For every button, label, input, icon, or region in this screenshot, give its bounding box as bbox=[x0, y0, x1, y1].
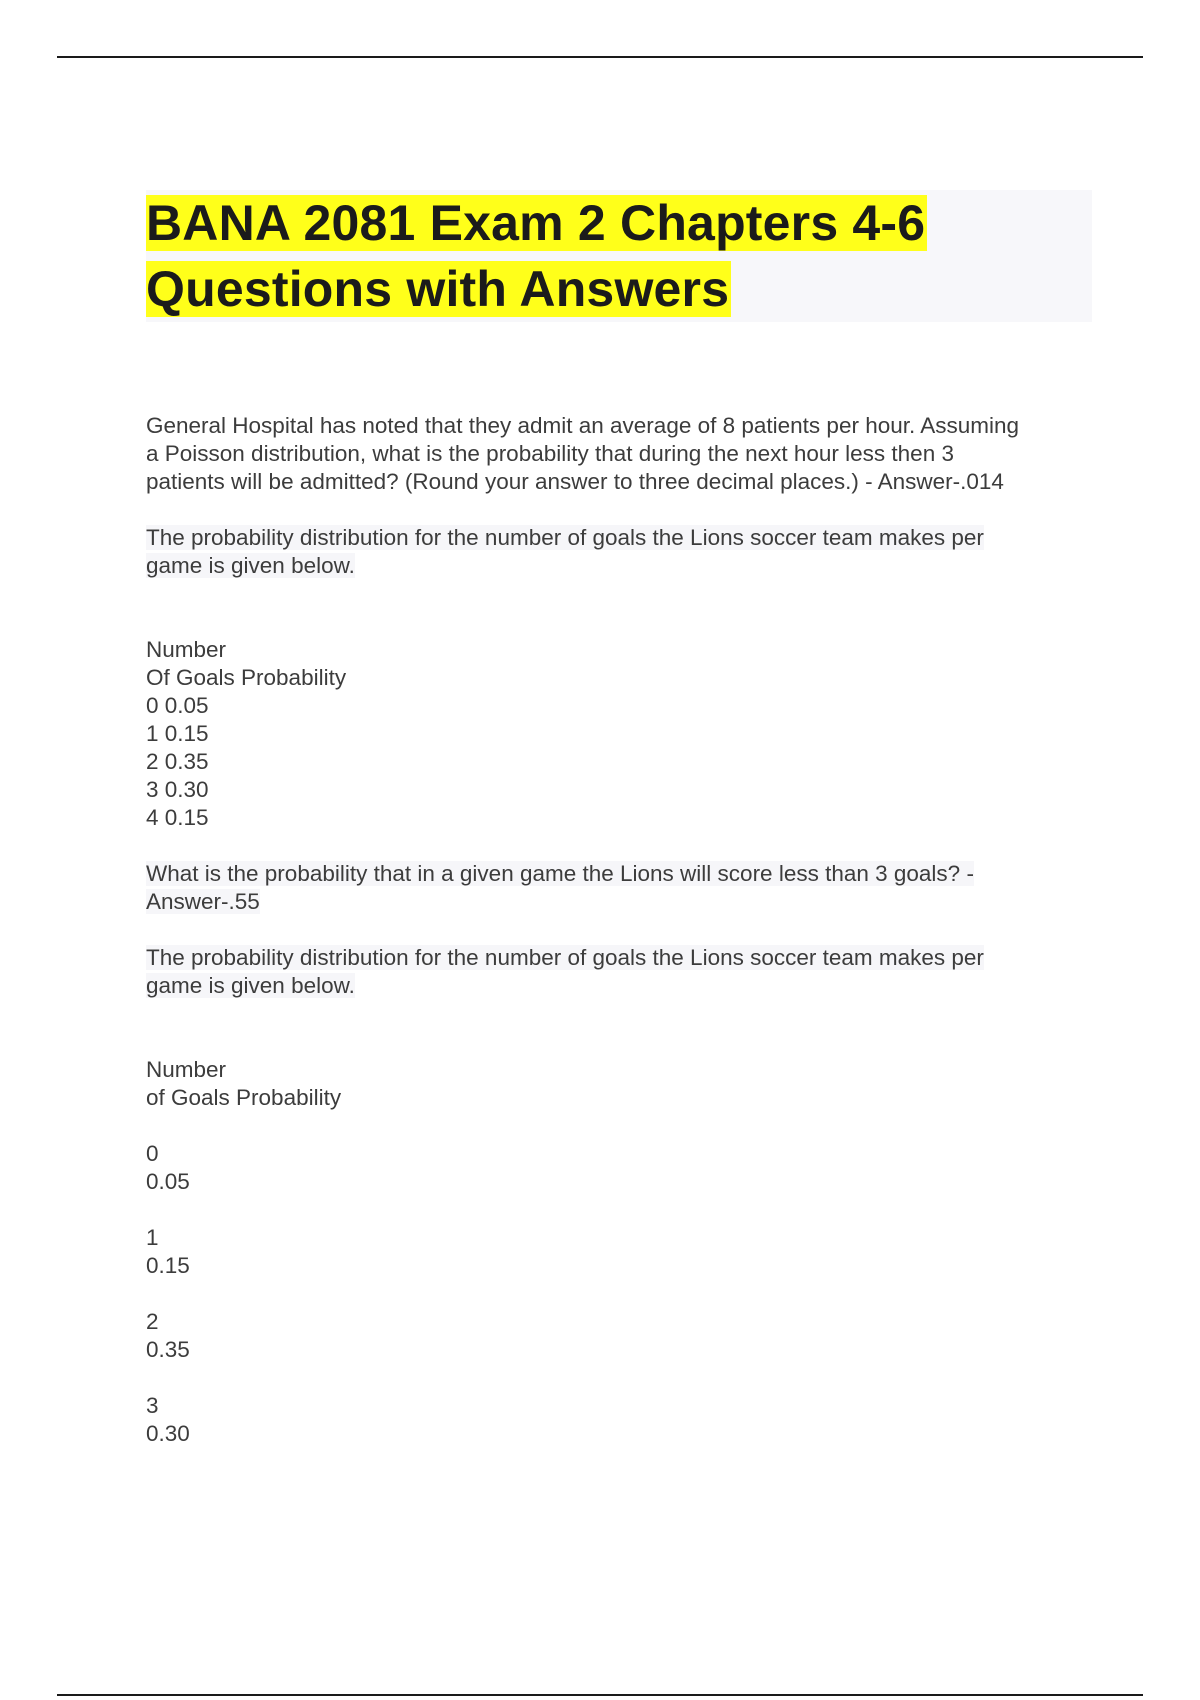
table-pair bbox=[146, 1140, 1092, 1196]
text-line: a Poisson distribution, what is the probability that during the next hour less then 3 bbox=[146, 441, 954, 466]
probability-value: 0.15 bbox=[146, 1253, 190, 1278]
top-rule bbox=[57, 56, 1143, 58]
text-line: The probability distribution for the number of goals the Lions soccer team makes per bbox=[146, 945, 984, 970]
table-row: 1 0.15 bbox=[146, 721, 209, 746]
text-line: game is given below. bbox=[146, 553, 355, 578]
table-row: 4 0.15 bbox=[146, 805, 209, 830]
text-line: The probability distribution for the number of goals the Lions soccer team makes per bbox=[146, 525, 984, 550]
question-3-table-header bbox=[146, 1056, 1092, 1112]
table-header: of Goals Probability bbox=[146, 1085, 342, 1110]
probability-value: 0.05 bbox=[146, 1169, 190, 1194]
question-2-question bbox=[146, 860, 1092, 916]
table-row: 2 0.35 bbox=[146, 749, 209, 774]
title-block bbox=[146, 190, 1092, 322]
question-3 bbox=[146, 944, 1092, 1448]
goals-value: 3 bbox=[146, 1393, 159, 1418]
goals-value: 1 bbox=[146, 1225, 159, 1250]
question-1-text bbox=[146, 412, 1092, 496]
table-pair bbox=[146, 1308, 1092, 1364]
text-line: Answer-.55 bbox=[146, 889, 260, 914]
text-line: What is the probability that in a given game the Lions will score less than 3 goals? - bbox=[146, 861, 974, 886]
question-2-table bbox=[146, 636, 1092, 832]
table-row: 3 0.30 bbox=[146, 777, 209, 802]
text-line: General Hospital has noted that they admit an average of 8 patients per hour. Assuming bbox=[146, 413, 1020, 438]
bottom-rule bbox=[57, 1694, 1143, 1696]
question-2 bbox=[146, 524, 1092, 916]
probability-value: 0.30 bbox=[146, 1421, 190, 1446]
probability-value: 0.35 bbox=[146, 1337, 190, 1362]
table-header: Of Goals Probability bbox=[146, 665, 347, 690]
document-title bbox=[146, 190, 1092, 322]
text-line: patients will be admitted? (Round your answer to three decimal places.) - Answer-.014 bbox=[146, 469, 1004, 494]
table-row: 0 0.05 bbox=[146, 693, 209, 718]
question-1 bbox=[146, 412, 1092, 496]
question-3-intro bbox=[146, 944, 1092, 1000]
title-line-1: BANA 2081 Exam 2 Chapters 4-6 bbox=[146, 195, 926, 251]
question-2-intro bbox=[146, 524, 1092, 580]
goals-value: 2 bbox=[146, 1309, 159, 1334]
table-pair bbox=[146, 1224, 1092, 1280]
table-header: Number bbox=[146, 1057, 227, 1082]
document-page bbox=[146, 190, 1092, 1448]
text-line: game is given below. bbox=[146, 973, 355, 998]
title-line-2: Questions with Answers bbox=[146, 261, 730, 317]
table-header: Number bbox=[146, 637, 227, 662]
table-pair bbox=[146, 1392, 1092, 1448]
goals-value: 0 bbox=[146, 1141, 159, 1166]
